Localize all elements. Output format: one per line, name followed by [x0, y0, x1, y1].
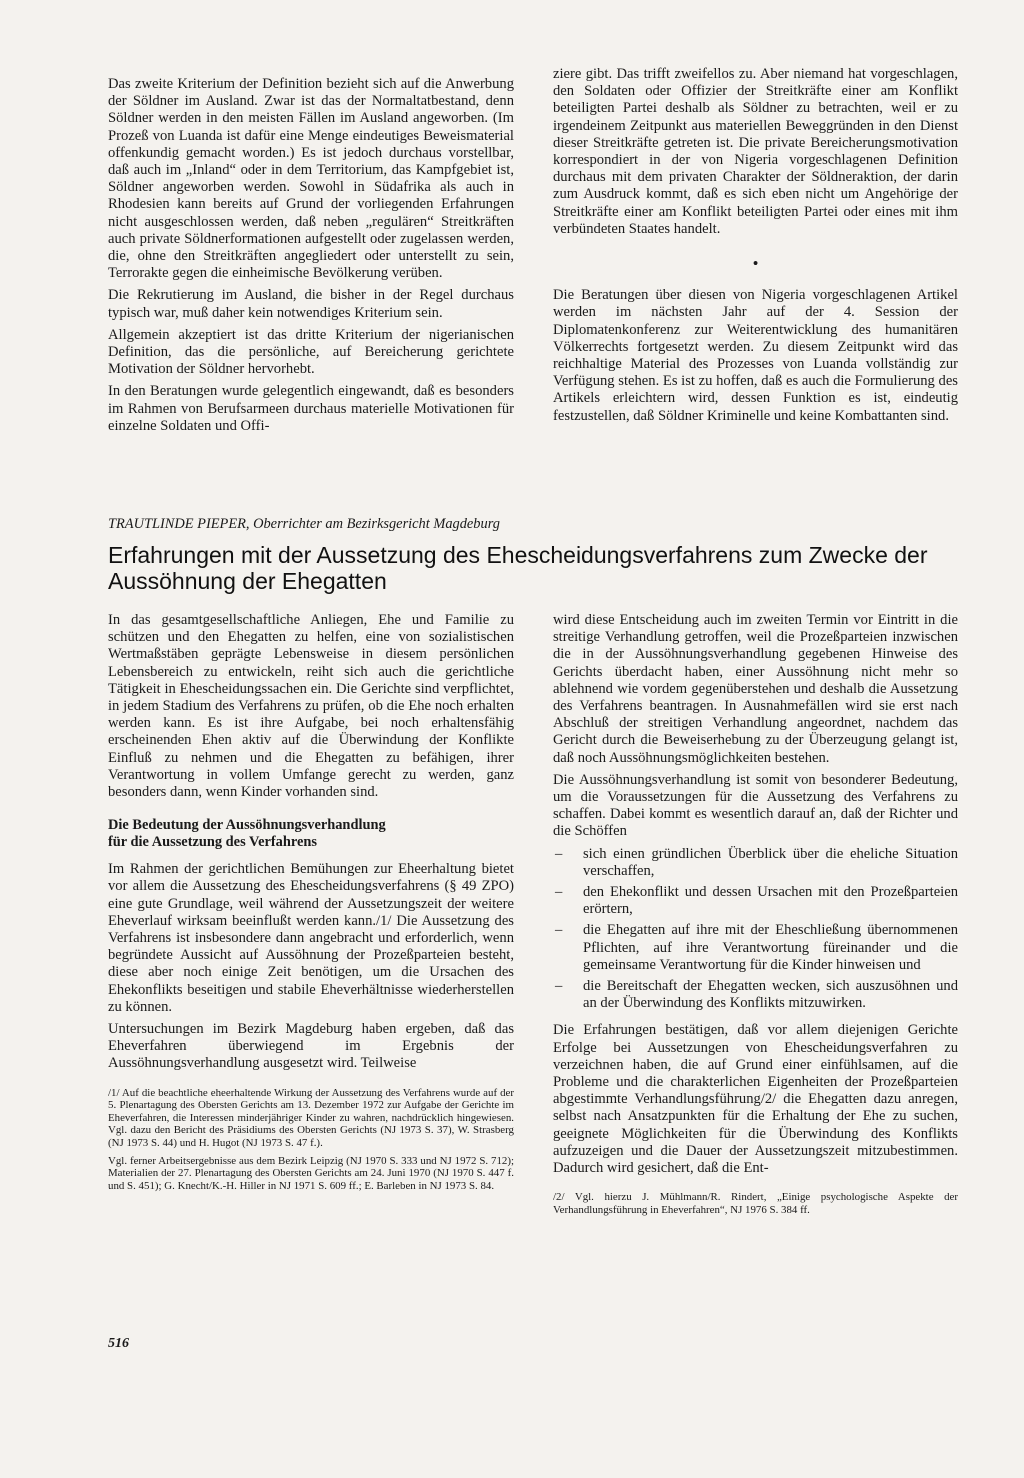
article-left-column: [108, 612, 514, 1197]
list-item: – die Ehegatten auf ihre mit der Eheschließung übernommenen Pflichten, auf ihre Verantwortung füreinander und die gemeinsame Verantwortung für die Kinder hinweisen und: [553, 922, 958, 974]
list-item: – sich einen gründlichen Überblick über die eheliche Situation verschaffen,: [553, 846, 958, 880]
section-subheading: [108, 817, 514, 851]
paragraph: Die Beratungen über diesen von Nigeria vorgeschlagenen Artikel werden im nächsten Jahr auf der 4. Session der Diplomatenkonferenz zur Weiterentwicklung des humanitären Völkerrechts fortgesetzt werden. Zu diesem Zeitpunkt wird das reichhaltige Material des Prozesses von Luanda vollständig zur Verfügung stehen. Es ist zu hoffen, daß es auch die Formulierung des Artikels erleichtern wird, dessen Funktion es ist, eindeutig festzustellen, daß Söldner Kriminelle und keine Kombattanten sind.: [553, 287, 958, 424]
paragraph: In den Beratungen wurde gelegentlich eingewandt, daß es besonders im Rahmen von Berufsarmeen durchaus materielle Motivationen für einzelne Soldaten und Offi-: [108, 383, 514, 434]
paragraph: Die Rekrutierung im Ausland, die bisher in der Regel durchaus typisch war, muß daher kein notwendiges Kriterium sein.: [108, 287, 514, 321]
section-separator: •: [752, 256, 759, 273]
article-continuation-right-column: [553, 66, 958, 430]
list-item: – die Bereitschaft der Ehegatten wecken, sich auszusöhnen und an der Überwindung des Konflikts mitzuwirken.: [553, 978, 958, 1012]
article-right-column: [553, 612, 958, 1221]
paragraph: wird diese Entscheidung auch im zweiten Termin vor Eintritt in die streitige Verhandlung getroffen, weil die Prozeßparteien inzwischen die in der Aussöhnungsverhandlung gegebenen Hinweise des Gerichts überdacht haben, einer Aussöhnung nicht mehr so ablehnend wie vordem gegenüberstehen und deshalb die Aussetzung des Verfahrens beantragen. In Ausnahmefällen wird sie erst nach Abschluß der streitigen Verhandlung angeordnet, nachdem das Gericht durch die Beweiserhebung zu der Überzeugung gelangt ist, daß noch Aussöhnungsmöglichkeiten bestehen.: [553, 612, 958, 766]
paragraph: Die Aussöhnungsverhandlung ist somit von besonderer Bedeutung, um die Voraussetzungen für die Aussetzung des Verfahrens zu schaffen. Dabei kommt es wesentlich darauf an, daß der Richter und die Schöffen: [553, 771, 958, 840]
subheading-line: Die Bedeutung der Aussöhnungsverhandlung: [108, 817, 386, 834]
paragraph: Die Erfahrungen bestätigen, daß vor allem diejenigen Gerichte Erfolge bei Aussetzungen von Ehescheidungsverfahren zu verzeichnen haben, die auf Grund einer einfühlsamen, auf die Probleme und die charakterlichen Eigenheiten der Prozeßparteien abgestimmte Verhandlungsführung/2/ die Ehegatten dazu anregen, selbst nach Ansatzpunkten für die Erhaltung der Ehe zu suchen, geeignete Möglichkeiten für die Überwindung des Konflikts aufzuzeigen und die Dauer der Aussetzungszeit mitzubestimmen. Dadurch wird gesichert, daß die Ent-: [553, 1022, 958, 1177]
page-number: 516: [108, 1336, 129, 1351]
footnote-2: /2/ Vgl. hierzu J. Mühlmann/R. Rindert, „Einige psychologische Aspekte der Verhandlungsführung in Eheverfahren“, NJ 1976 S. 384 ff.: [553, 1191, 958, 1216]
intro-paragraph: In das gesamtgesellschaftliche Anliegen, Ehe und Familie zu schützen und den Ehegatten zu helfen, eine von sozialistischen Wertmaßstäben geprägte Lebensweise in diesem persönlichen Lebensbereich zu entwickeln, reiht sich auch die gerichtliche Tätigkeit in Ehescheidungssachen ein. Die Gerichte sind verpflichtet, in jedem Stadium des Verfahrens zu prüfen, ob die Ehe noch erhalten werden kann. Es ist ihre Aufgabe, bei noch erhaltensfähig erscheinenden Ehen aktiv auf die Überwindung der Konflikte Einfluß zu nehmen und die Ehegatten zu befähigen, ihrer Verantwortung in vollem Umfange gerecht zu werden, ganz besonders dann, wenn Kinder vorhanden sind.: [108, 612, 514, 801]
paragraph: Untersuchungen im Bezirk Magdeburg haben ergeben, daß das Eheverfahren überwiegend im Ergebnis der Aussöhnungsverhandlung ausgesetzt wird. Teilweise: [108, 1021, 514, 1072]
paragraph: Allgemein akzeptiert ist das dritte Kriterium der nigerianischen Definition, das die persönliche, auf Bereicherung gerichtete Motivation der Söldner hervorhebt.: [108, 326, 514, 378]
footnotes: [553, 1191, 958, 1216]
list-item: – den Ehekonflikt und dessen Ursachen mit den Prozeßparteien erörtern,: [553, 884, 958, 918]
author-byline: TRAUTLINDE PIEPER, Oberrichter am Bezirksgericht Magdeburg: [108, 516, 500, 532]
dash-list: [553, 846, 958, 1013]
footnote-1-continued: Vgl. ferner Arbeitsergebnisse aus dem Bezirk Leipzig (NJ 1970 S. 333 und NJ 1972 S. 712); Materialien der 27. Plenartagung des Obersten Gerichts am 24. Juni 1970 (NJ 1970 S. 447 f. und S. 451); G. Knecht/K.-H. Hiller in NJ 1971 S. 609 ff.; E. Barleben in NJ 1973 S. 84.: [108, 1154, 514, 1192]
footnotes: [108, 1087, 514, 1193]
article-headline: Erfahrungen mit der Aussetzung des Ehescheidungsverfahrens zum Zwecke der Aussöhnung der Ehegatten: [108, 542, 928, 594]
article-continuation-left-column: [108, 76, 514, 440]
paragraph: ziere gibt. Das trifft zweifellos zu. Aber niemand hat vorgeschlagen, den Soldaten oder Offizier der Streitkräfte einer am Konflikt beteiligten Partei deshalb als Söldner zu betrachten, weil er zu irgendeinem Zeitpunkt aus materiellen Beweggründen in den Dienst dieser Streitkräfte getreten ist. Die private Bereicherungsmotivation korrespondiert in der von Nigeria vorgeschlagenen Definition durchaus mit dem privaten Charakter der Söldneraktion, der darin zum Ausdruck kommt, daß es sich eben nicht um Angehörige der Streitkräfte einer am Konflikt beteiligten Partei oder eines mit ihm verbündeten Staates handelt.: [553, 66, 958, 237]
paragraph: Im Rahmen der gerichtlichen Bemühungen zur Eheerhaltung bietet vor allem die Aussetzung des Ehescheidungsverfahrens (§ 49 ZPO) eine gute Grundlage, weil während der Aussetzungszeit der weitere Eheverlauf wirksam beeinflußt werden kann./1/ Die Aussetzung des Verfahrens ist insbesondere dann angebracht und erforderlich, wenn begründete Aussicht auf Aussöhnung der Prozeßparteien besteht, diese aber noch einige Zeit benötigen, um die Ursachen des Ehekonflikts beseitigen und stabile Eheverhältnisse wiederherstellen zu können.: [108, 861, 514, 1015]
paragraph: Das zweite Kriterium der Definition bezieht sich auf die Anwerbung der Söldner im Ausland. Zwar ist das der Normaltatbestand, denn Söldner werden in den meisten Fällen im Ausland angeworben. (Im Prozeß von Luanda ist dafür eine Menge eindeutiges Beweismaterial offenkundig gemacht worden.) Es ist jedoch durchaus vorstellbar, daß auch im „Inland“ oder in dem Territorium, das Kampfgebiet ist, Söldner angeworben werden. Sowohl in Südafrika als auch in Rhodesien kann bereits auf Grund der vorliegenden Erfahrungen nicht ausgeschlossen werden, daß neben „regulären“ Streitkräften auch private Söldnerformationen aufgestellt oder zugelassen werden, die, ohne den Streitkräften angegliedert oder unterstellt zu sein, Terrorakte gegen die einheimische Bevölkerung verüben.: [108, 76, 514, 282]
subheading-line: für die Aussetzung des Verfahrens: [108, 834, 317, 851]
footnote-1: /1/ Auf die beachtliche eheerhaltende Wirkung der Aussetzung des Verfahrens wurde auf der 5. Plenartagung des Obersten Gerichts am 13. Dezember 1972 zur Aufgabe der Gerichte im Eheverfahren, die Interessen minderjähriger Kinder zu wahren, nachdrücklich hingewiesen. Vgl. dazu den Bericht des Präsidiums des Obersten Gerichts (NJ 1973 S. 37), W. Strasberg (NJ 1973 S. 44) und H. Hugot (NJ 1973 S. 47 f.).: [108, 1086, 514, 1150]
